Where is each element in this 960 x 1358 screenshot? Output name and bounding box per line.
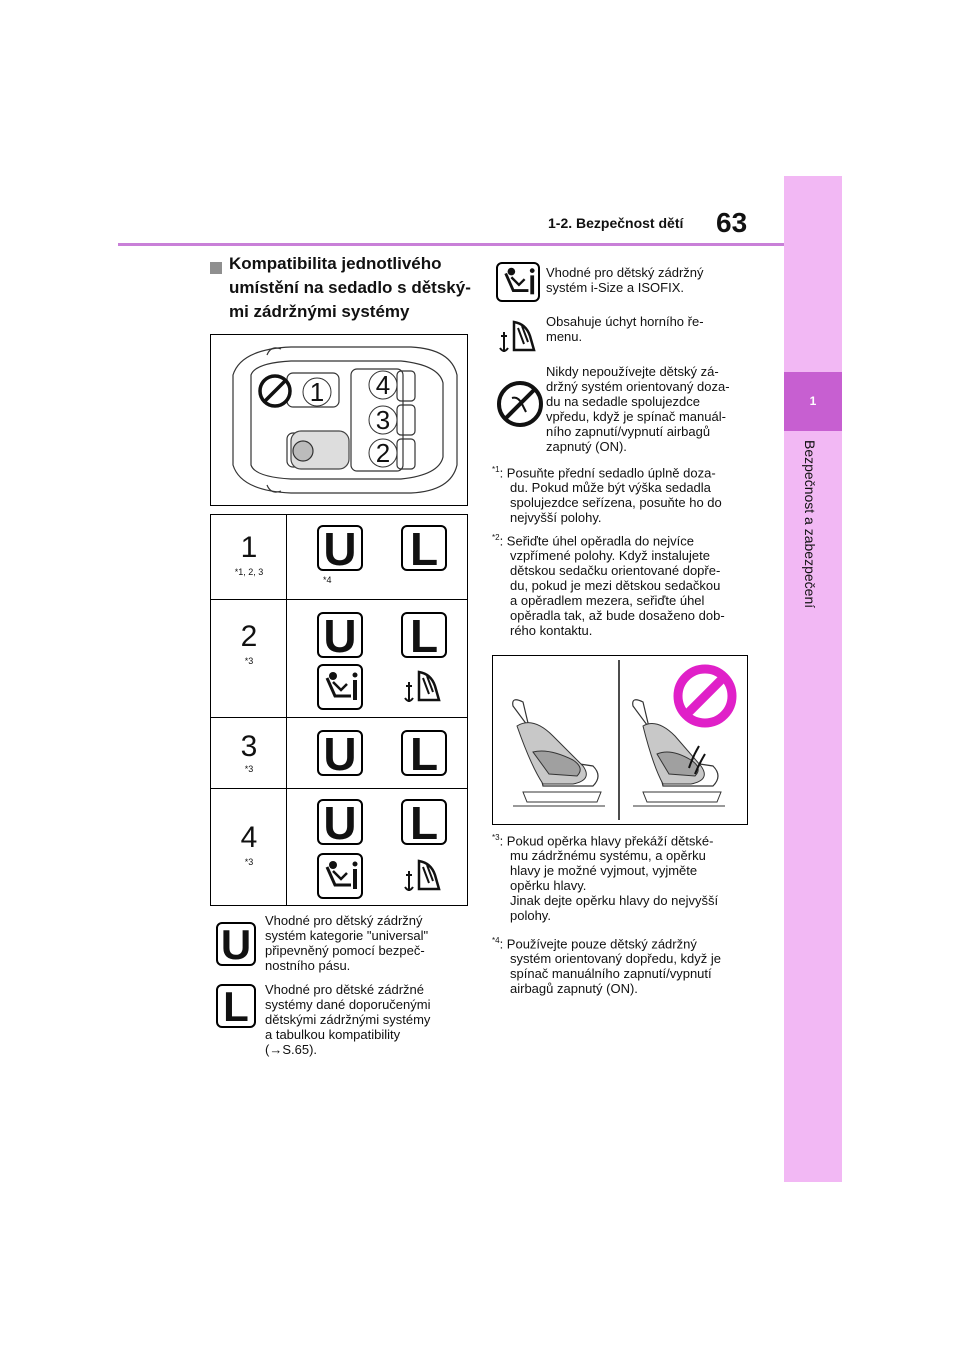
table-row-seat-3 <box>211 718 467 789</box>
legend-semi-universal-icon: L <box>216 984 256 1028</box>
seat-label-4: 4 <box>375 370 391 400</box>
semi-universal-icon: L <box>401 612 447 658</box>
legend-i-size-text: Vhodné pro dětský zádržný systém i-Size a ISOFIX. <box>546 265 704 295</box>
footnote-4: $^{*4}$: Používejte pouze dětský zádržný systém orientovaný dopředu, když je spínač manuálního zapnutí/vypnutí airbagů zapnutý (ON). <box>492 936 721 997</box>
footnote-1: $^{*1}$: Posuňte přední sedadlo úplně doza- du. Pokud může být výška sedadla spolujezdce seřízena, posuňte ho do nejvyšší polohy. <box>492 465 722 526</box>
chapter-title-text: Bezpečnost a zabezpečení <box>802 440 818 609</box>
car-seat-diagram <box>210 334 468 506</box>
compatibility-table <box>210 514 468 906</box>
seat-position-number: 4 <box>240 821 258 854</box>
table-cell-position <box>211 515 287 599</box>
correct-seat-illustration <box>513 700 605 806</box>
semi-universal-icon: L <box>401 525 447 571</box>
table-row-seat-4 <box>211 789 467 905</box>
semi-universal-icon: L <box>401 730 447 776</box>
i-size-icon <box>317 853 363 899</box>
universal-icon: U <box>317 612 363 658</box>
top-tether-anchor-icon <box>496 314 542 360</box>
legend-semi-universal-text: Vhodné pro dětské zádržné systémy dané doporučenými dětskými zádržnými systémy a tabulkou kompatibility (→S.65). <box>265 982 431 1057</box>
legend-universal-text: Vhodné pro dětský zádržný systém kategorie "universal" připevněný pomocí bezpeč- nostního pásu. <box>265 913 429 973</box>
seat-label-3: 3 <box>375 405 391 435</box>
section-heading: Kompatibilita jednotlivého umístění na sedadlo s dětský-mi zádržnými systémy <box>229 254 471 321</box>
seat-position-note: *1, 2, 3 <box>234 567 264 577</box>
top-tether-anchor-icon <box>401 664 447 710</box>
universal-icon: U <box>317 525 363 571</box>
chapter-side-tab[interactable] <box>784 176 842 1182</box>
seat-position-note: *3 <box>244 857 254 867</box>
incorrect-seat-illustration <box>633 700 725 806</box>
car-top-view-illustration <box>211 335 467 505</box>
seat-position-number: 1 <box>240 531 258 564</box>
seat-position-note: *3 <box>244 656 254 666</box>
universal-icon: U <box>317 799 363 845</box>
table-cell-position <box>211 718 287 788</box>
table-cell-position <box>211 789 287 905</box>
table-row-seat-1 <box>211 515 467 600</box>
legend-anchor-text: Obsahuje úchyt horního ře- menu. <box>546 314 704 344</box>
top-tether-anchor-icon <box>401 853 447 899</box>
page-number: 63 <box>716 207 748 238</box>
i-size-icon <box>496 262 540 302</box>
legend-prohibited-text: Nikdy nepoužívejte dětský zá- držný systém orientovaný doza- du na sedadle spolujezdce vpředu, když je spínač manuál- ního zapnutí/vypnutí airbagů zapnutý (ON). <box>546 364 730 454</box>
table-cell-position <box>211 600 287 717</box>
seat-position-number: 3 <box>240 730 258 763</box>
header-rule <box>118 243 784 246</box>
semi-universal-icon: L <box>401 799 447 845</box>
seat-label-1: 1 <box>309 377 325 407</box>
footnote-2: $^{*2}$: Seřiďte úhel opěradla do nejvíce vzpřímené polohy. Když instalujete dětskou sedačku orientované dopře- du, pokud je mezi dětskou sedačkou a opěradlem mezera, seřiďte úhel opěradla tak, až bude dosaženo dob- rého kontaktu. <box>492 533 725 639</box>
section-title: 1-2. Bezpečnost dětí <box>548 215 684 231</box>
footnote-3: $^{*3}$: Pokud opěrka hlavy překáží dětské- mu zádržnému systému, a opěrku hlavy je možné vyjmout, vyjměte opěrku hlavy. Jinak dejte opěrku hlavy do nejvyšší polohy. <box>492 833 719 924</box>
seat-position-number: 2 <box>240 620 258 653</box>
chapter-title <box>800 440 820 630</box>
heading-bullet <box>210 262 222 274</box>
prohibited-sign-seat-1 <box>260 376 290 406</box>
universal-icon: U <box>317 730 363 776</box>
seat-adjustment-illustration <box>492 655 748 825</box>
i-size-icon <box>317 664 363 710</box>
prohibited-rear-facing-icon <box>496 380 544 428</box>
table-row-seat-2 <box>211 600 467 718</box>
seat-label-2: 2 <box>375 438 391 468</box>
seat-position-note: *3 <box>244 764 254 774</box>
prohibited-icon <box>678 669 732 723</box>
legend-universal-icon: U <box>216 922 256 966</box>
universal-icon-note: *4 <box>323 575 332 585</box>
chapter-number: 1 <box>809 394 817 408</box>
